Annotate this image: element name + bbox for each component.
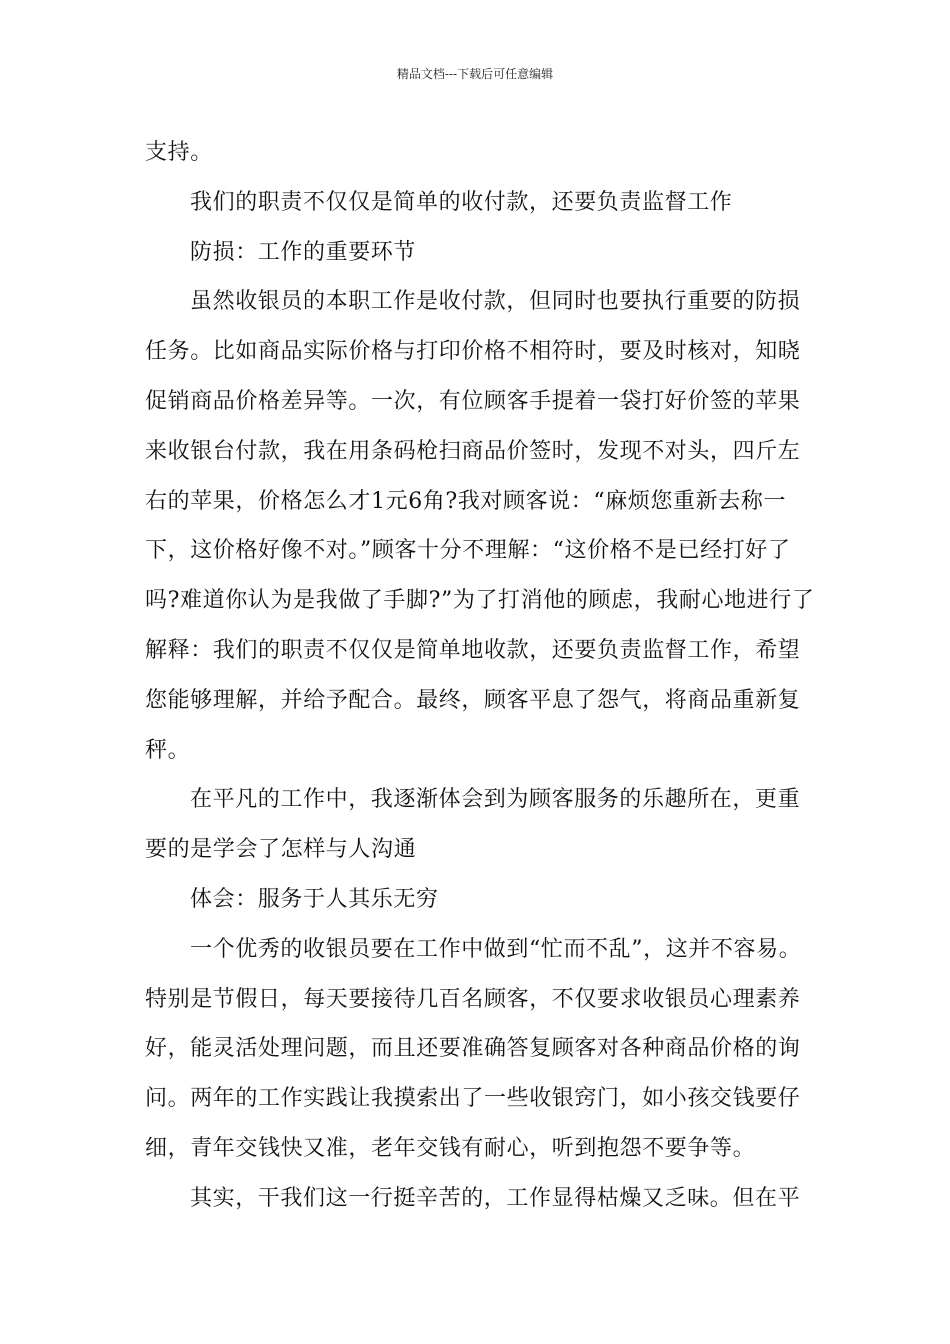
section-heading-experience: 体会：服务于人其乐无穷 (190, 886, 439, 912)
paragraph-1: 支持。 (145, 140, 213, 165)
paragraph-7: 一个优秀的收银员要在工作中做到“忙而不乱”，这并不容易。特别是节假日，每天要接待几百名顾客，不仅要求收银员心理素养好，能灵活处理问题，而且还要准确答复顾客对各种商品价格的询问。两年的工作实践让我摸索出了一些收银窍门，如小孩交钱要仔细，青年交钱快又准，老年交钱有耐心，听到抱怨不要争等。 (145, 936, 802, 1161)
paragraph-2: 我们的职责不仅仅是简单的收付款，还要负责监督工作 (190, 189, 733, 215)
paragraph-5: 在平凡的工作中，我逐渐体会到为顾客服务的乐趣所在，更重要的是学会了怎样与人沟通 (145, 787, 801, 863)
section-heading-loss-prevention: 防损：工作的重要环节 (190, 239, 417, 265)
page-header: 精品文档---下载后可任意编辑 (396, 67, 554, 81)
document-body (145, 128, 817, 1224)
paragraph-4: 虽然收银员的本职工作是收付款，但同时也要执行重要的防损任务。比如商品实际价格与打印价格不相符时，要及时核对，知晓促销商品价格差异等。一次，有位顾客手提着一袋打好价签的苹果来收银台付款，我在用条码枪扫商品价签时，发现不对头，四斤左右的苹果，价格怎么才1元6角?我对顾客说：“麻烦您重新去称一下，这价格好像不对。”顾客十分不理解：“这价格不是已经打好了吗?难道你认为是我做了手脚?”为了打消他的顾虑，我耐心地进行了解释：我们的职责不仅仅是简单地收款，还要负责监督工作，希望您能够理解，并给予配合。最终，顾客平息了怨气，将商品重新复秤。 (145, 289, 815, 763)
paragraph-8: 其实，干我们这一行挺辛苦的，工作显得枯燥又乏味。但在平 (190, 1185, 801, 1211)
